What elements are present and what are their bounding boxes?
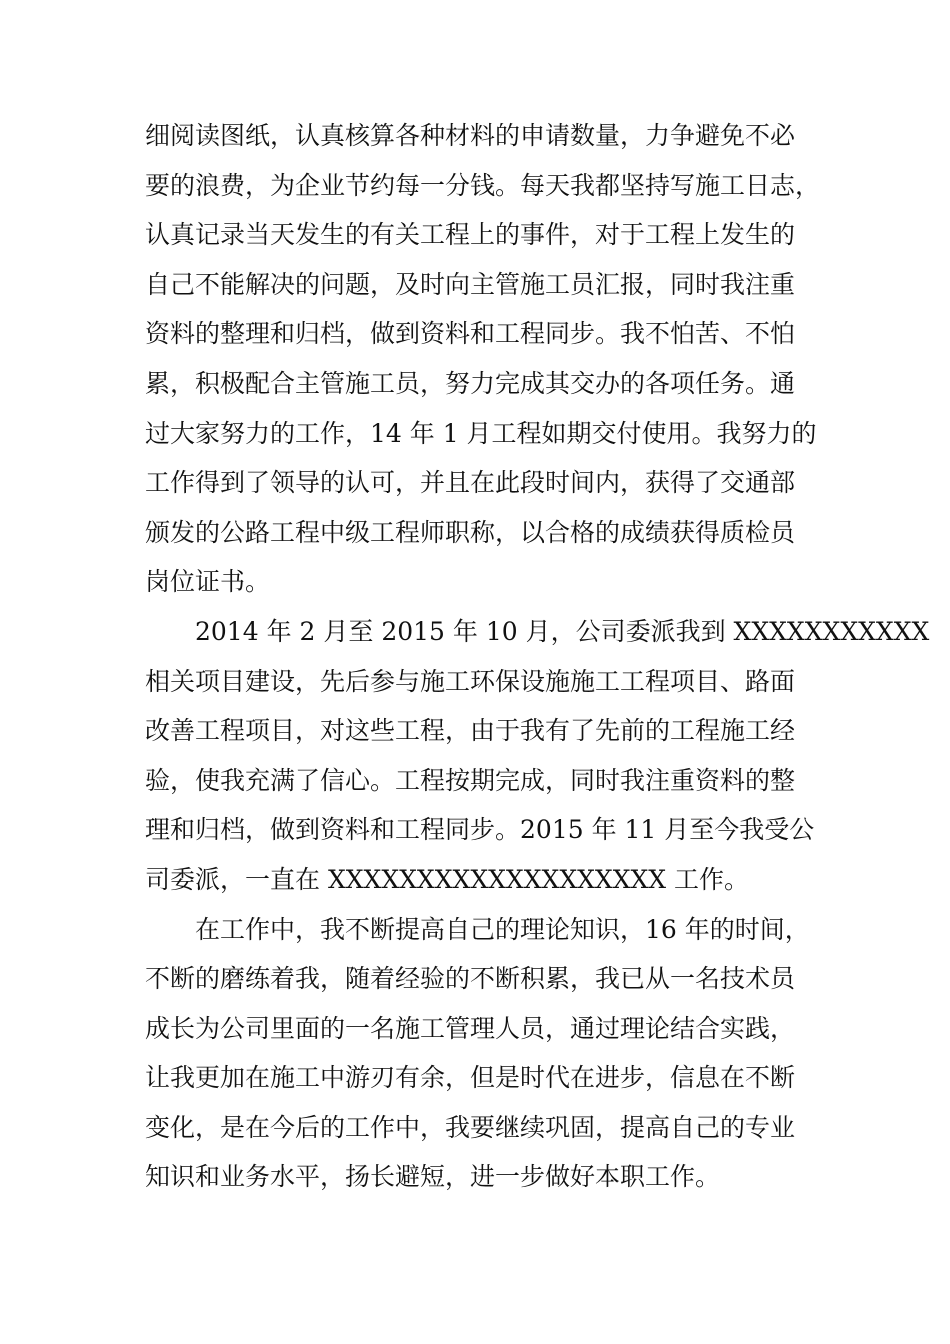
- text-line: 改善工程项目，对这些工程，由于我有了先前的工程施工经: [145, 716, 796, 746]
- text-line: 自己不能解决的问题，及时向主管施工员汇报，同时我注重: [145, 269, 796, 299]
- text-line: 累，积极配合主管施工员，努力完成其交办的各项任务。通: [145, 368, 796, 398]
- document-body: [145, 111, 930, 1202]
- paragraph-3: [145, 905, 815, 1203]
- text-line: 工作得到了领导的认可，并且在此段时间内，获得了交通部: [145, 468, 796, 498]
- text-line: 相关项目建设，先后参与施工环保设施施工工程项目、路面: [145, 666, 796, 696]
- text-line: 要的浪费，为企业节约每一分钱。每天我都坚持写施工日志，: [145, 170, 821, 200]
- text-line: 司委派，一直在 XXXXXXXXXXXXXXXXXXX 工作。: [145, 864, 750, 894]
- text-line: 知识和业务水平，扬长避短，进一步做好本职工作。: [145, 1162, 721, 1192]
- text-line: 在工作中，我不断提高自己的理论知识，16 年的时间，: [195, 914, 810, 944]
- text-line: 岗位证书。: [145, 567, 271, 597]
- paragraph-2: [145, 607, 930, 905]
- text-line: 细阅读图纸，认真核算各种材料的申请数量，力争避免不必: [145, 121, 796, 150]
- text-line: 过大家努力的工作，14 年 1 月工程如期交付使用。我努力的: [145, 418, 817, 448]
- text-line: 让我更加在施工中游刃有余，但是时代在进步，信息在不断: [145, 1063, 796, 1093]
- text-line: 不断的磨练着我，随着经验的不断积累，我已从一名技术员: [145, 964, 796, 994]
- paragraph-1: [145, 111, 821, 607]
- text-line: 颁发的公路工程中级工程师职称，以合格的成绩获得质检员: [145, 517, 796, 547]
- text-line: 变化，是在今后的工作中，我要继续巩固，提高自己的专业: [145, 1112, 796, 1142]
- text-line: 2014 年 2 月至 2015 年 10 月，公司委派我到 XXXXXXXXXXX: [195, 616, 930, 646]
- text-line: 成长为公司里面的一名施工管理人员，通过理论结合实践，: [145, 1013, 796, 1043]
- text-line: 认真记录当天发生的有关工程上的事件，对于工程上发生的: [145, 220, 796, 250]
- text-line: 验，使我充满了信心。工程按期完成，同时我注重资料的整: [145, 765, 796, 795]
- text-line: 资料的整理和归档，做到资料和工程同步。我不怕苦、不怕: [145, 319, 796, 349]
- text-line: 理和归档，做到资料和工程同步。2015 年 11 月至今我受公: [145, 815, 815, 845]
